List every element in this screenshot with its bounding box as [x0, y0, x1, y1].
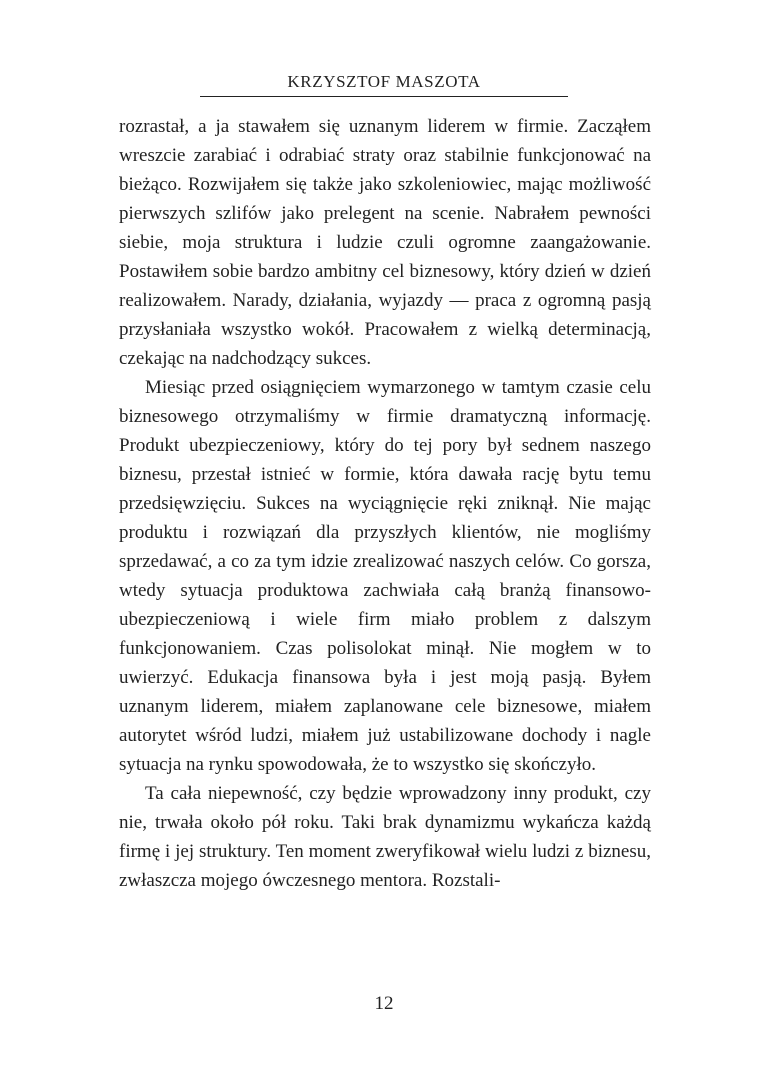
paragraph: Ta cała niepewność, czy będzie wprowadzony inny produkt, czy nie, trwała około pół roku. Taki brak dynamizmu wykańcza każdą firmę i jej struktury. Ten moment zweryfikował wielu ludzi z biznesu, zwłaszcza mojego ówczesnego mentora. Rozstali- — [119, 783, 651, 891]
paragraph-continued: rozrastał, a ja stawałem się uznanym liderem w firmie. Zacząłem wreszcie zarabiać i odrabiać straty oraz stabilnie funkcjonować na bieżąco. Rozwijałem się także jako szkoleniowiec, mając możliwość pierwszych szlifów jako prelegent na scenie. Nabrałem pewności siebie, moja struktura i ludzie czuli ogromne zaangażowanie. Postawiłem sobie bardzo ambitny cel biznesowy, który dzień w dzień realizowałem. Narady, działania, wyjazdy — praca z ogromną pasją przysłaniała wszystko wokół. Pracowałem z wielką determinacją, czekając na nadchodzący sukces. — [119, 116, 651, 369]
body-text — [119, 112, 651, 895]
page-number: 12 — [374, 993, 394, 1014]
running-header: KRZYSZTOF MASZOTA — [287, 72, 481, 91]
paragraph: Miesiąc przed osiągnięciem wymarzonego w tamtym czasie celu biznesowego otrzymaliśmy w firmie dramatyczną informację. Produkt ubezpieczeniowy, który do tej pory był sednem naszego biznesu, przestał istnieć w formie, która dawała rację bytu temu przedsięwzięciu. Sukces na wyciągnięcie ręki zniknął. Nie mając produktu i rozwiązań dla przyszłych klientów, nie mogliśmy sprzedawać, a co za tym idzie zrealizować naszych celów. Co gorsza, wtedy sytuacja produktowa zachwiała całą branżą finansowo-ubezpieczeniową i wiele firm miało problem z dalszym funkcjonowaniem. Czas polisolokat minął. Nie mogłem w to uwierzyć. Edukacja finansowa była i jest moją pasją. Byłem uznanym liderem, miałem zaplanowane cele biznesowe, miałem autorytet wśród ludzi, miałem już ustabilizowane dochody i nagle sytuacja na rynku spowodowała, że to wszystko się skończyło. — [119, 377, 651, 775]
header-rule — [200, 96, 568, 97]
